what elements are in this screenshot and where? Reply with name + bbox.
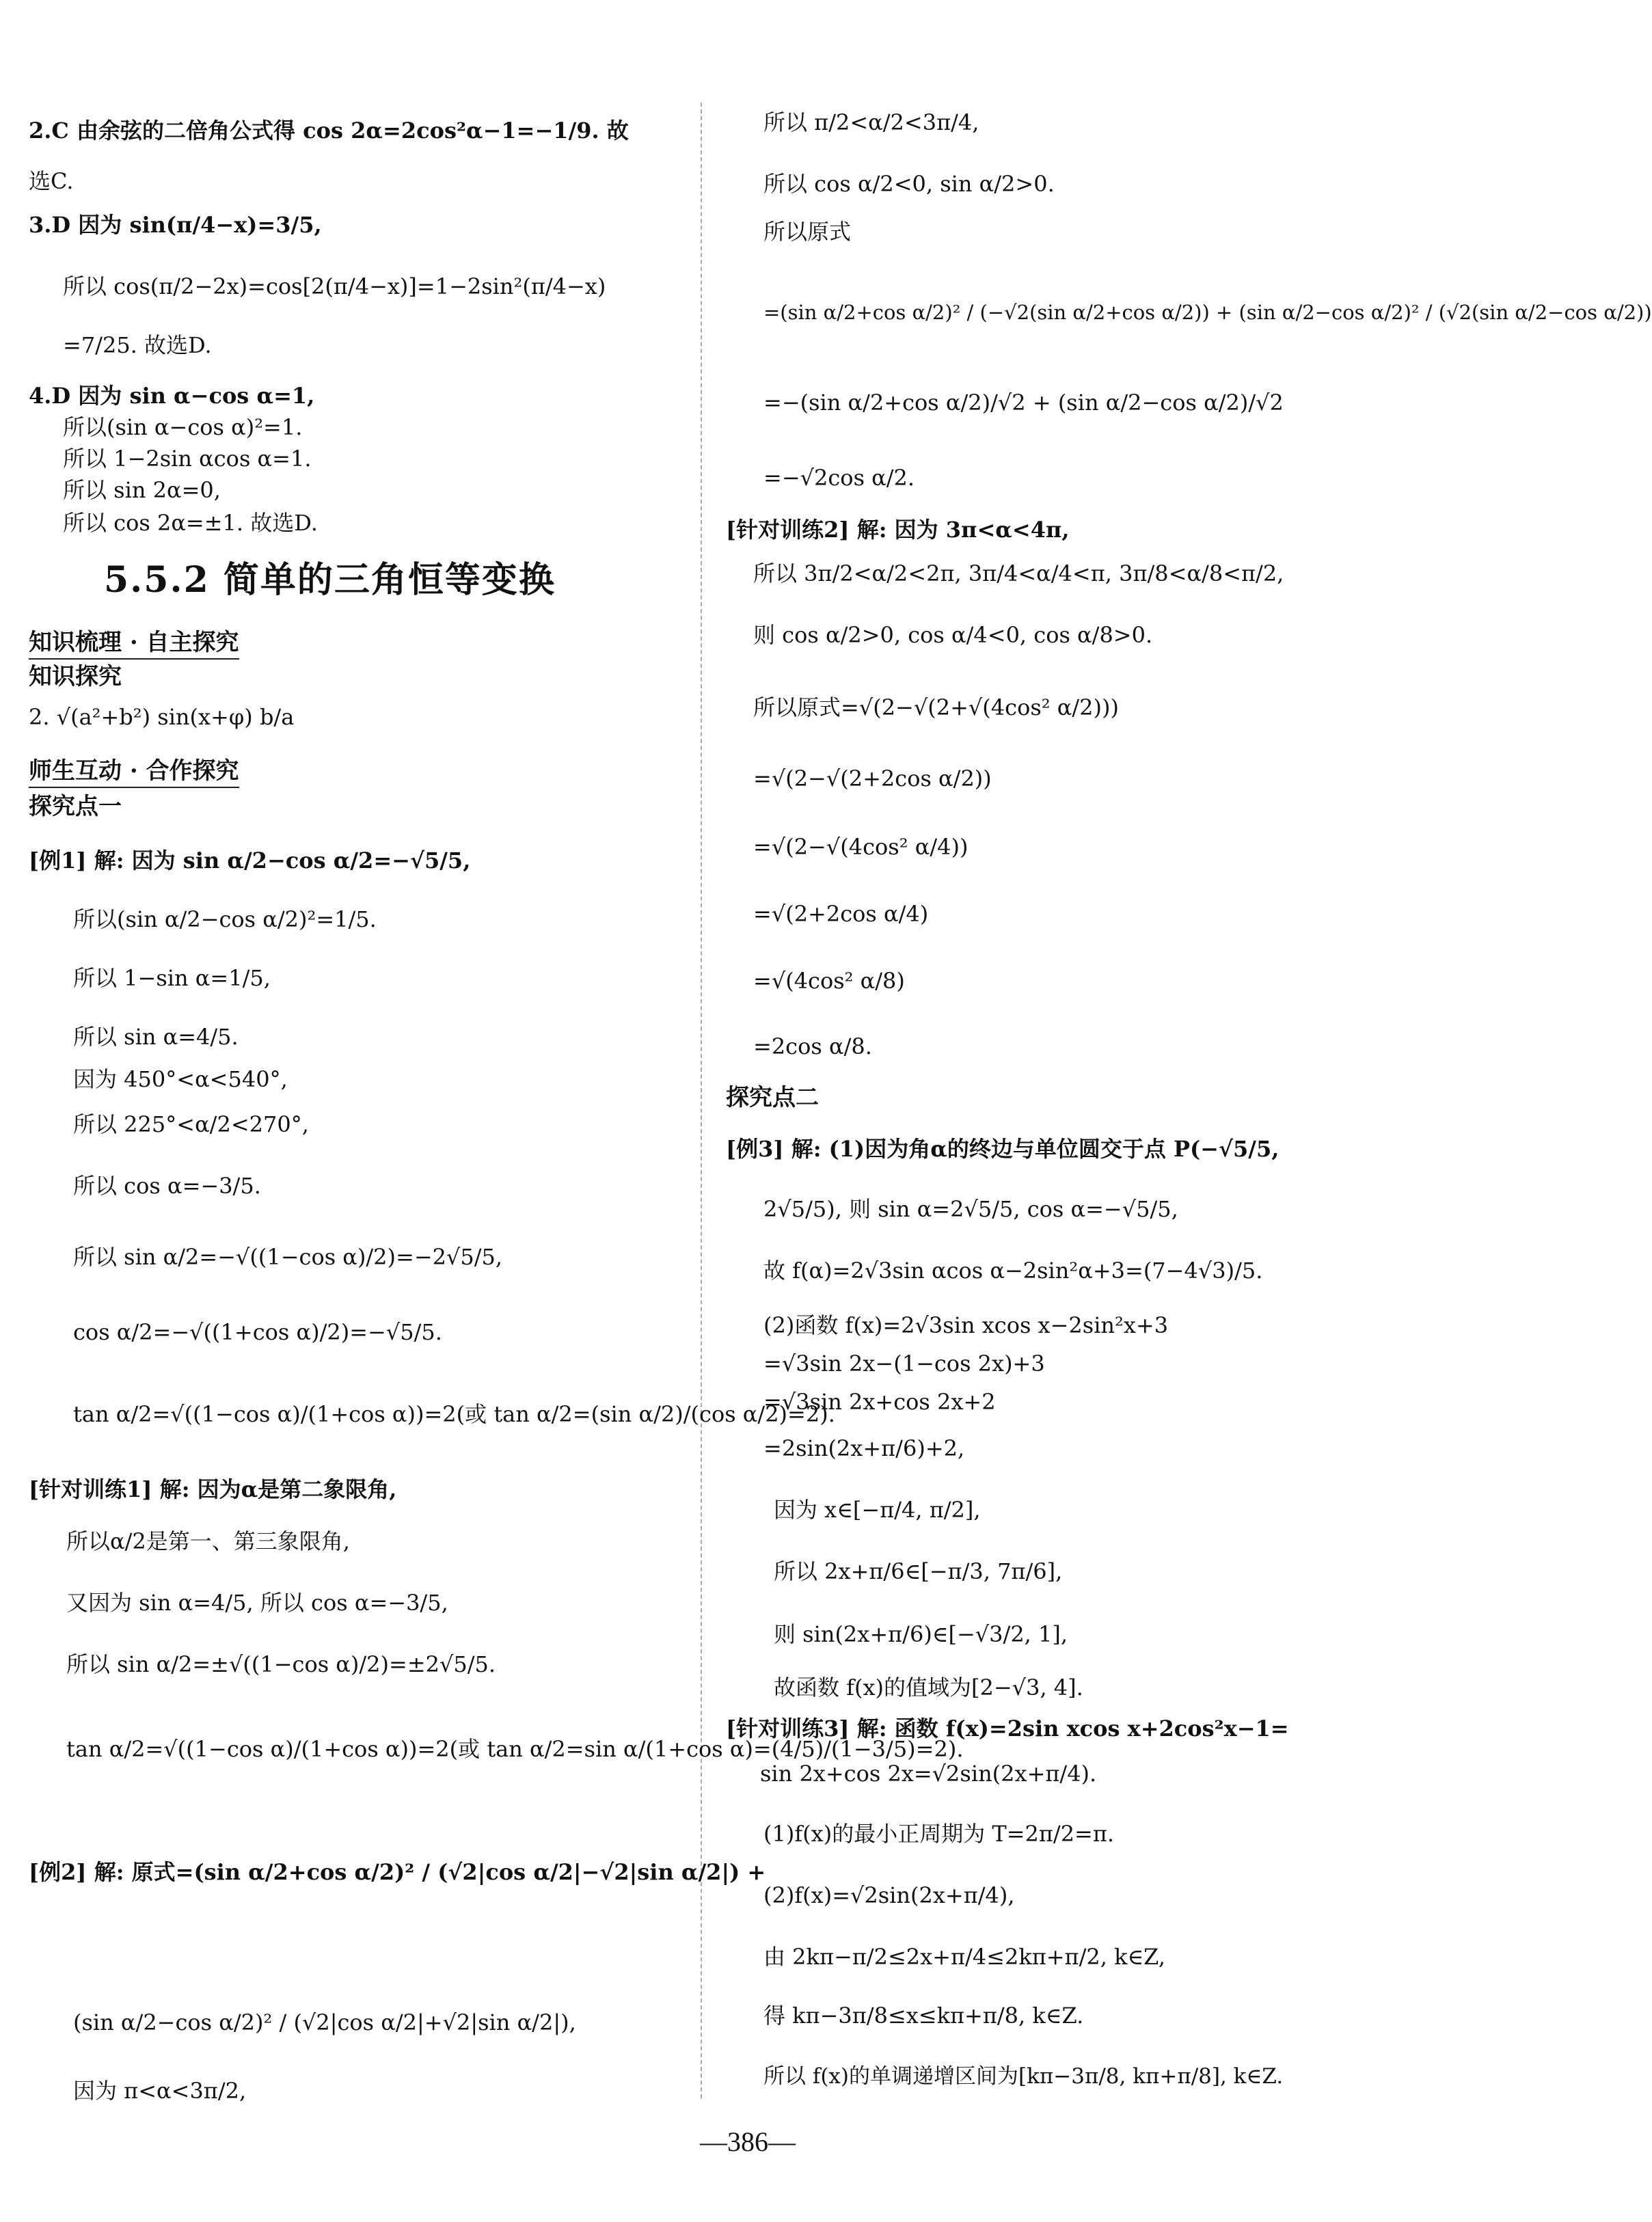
ex1-step2: 所以 1−sin α=1/5,	[73, 965, 271, 991]
drill3-step2: (1)f(x)的最小正周期为 T=2π/2=π.	[763, 1821, 1115, 1847]
ex1-step6: 所以 cos α=−3/5.	[73, 1173, 261, 1199]
example-1: [例1] 解: 因为 sin α/2−cos α/2=−√5/5,	[29, 848, 471, 873]
subheading-point2: 探究点二	[726, 1084, 819, 1111]
drill2-step7: =√(4cos² α/8)	[753, 968, 905, 994]
ex2-cont5: =−(sin α/2+cos α/2)/√2 + (sin α/2−cos α/2)/√2	[763, 390, 1284, 416]
drill1-step2: 又因为 sin α=4/5, 所以 cos α=−3/5,	[66, 1590, 448, 1616]
drill1-step1: 所以α/2是第一、第三象限角,	[66, 1528, 350, 1554]
knowledge-formula: 2. √(a²+b²) sin(x+φ) b/a	[29, 704, 295, 730]
ex3-result: 故函数 f(x)的值域为[2−√3, 4].	[774, 1675, 1083, 1701]
ex3-step9: 则 sin(2x+π/6)∈[−√3/2, 1],	[774, 1621, 1068, 1647]
ex1-step9: tan α/2=√((1−cos α)/(1+cos α))=2(或 tan α/2=(sin α/2)/(cos α/2)=2).	[73, 1401, 835, 1427]
answer-2: 2.C 由余弦的二倍角公式得 cos 2α=2cos²α−1=−1/9. 故	[29, 118, 629, 144]
ex2-cont4: =(sin α/2+cos α/2)² / (−√2(sin α/2+cos α/2)) + (sin α/2−cos α/2)² / (√2(sin α/2−cos α/2))	[763, 301, 1652, 324]
ex3-step6: =2sin(2x+π/6)+2,	[763, 1435, 965, 1461]
drill2-step4: =√(2−√(2+2cos α/2))	[753, 765, 992, 791]
drill-3: [针对训练3] 解: 函数 f(x)=2sin xcos x+2cos²x−1=	[726, 1716, 1289, 1742]
ex3-step4: =√3sin 2x−(1−cos 2x)+3	[763, 1351, 1045, 1377]
example-2: [例2] 解: 原式=(sin α/2+cos α/2)² / (√2|cos α/2|−√2|sin α/2|) +	[29, 1859, 766, 1885]
drill2-result: =2cos α/8.	[753, 1033, 872, 1059]
answer-3: 3.D 因为 sin(π/4−x)=3/5,	[29, 212, 322, 238]
drill2-step1: 所以 3π/2<α/2<2π, 3π/4<α/4<π, 3π/8<α/8<π/2,	[753, 560, 1284, 586]
subheading-point1: 探究点一	[29, 793, 122, 820]
ex1-step8: cos α/2=−√((1+cos α)/2)=−√5/5.	[73, 1319, 442, 1345]
drill3-step5: 得 kπ−3π/8≤x≤kπ+π/8, k∈Z.	[763, 2003, 1084, 2029]
ex1-step5: 所以 225°<α/2<270°,	[73, 1111, 309, 1137]
ex1-step3: 所以 sin α=4/5.	[73, 1024, 239, 1050]
ex1-step1: 所以(sin α/2−cos α/2)²=1/5.	[73, 906, 377, 932]
ex3-step5: =√3sin 2x+cos 2x+2	[763, 1389, 996, 1415]
ex3-step1: 2√5/5), 则 sin α=2√5/5, cos α=−√5/5,	[763, 1196, 1178, 1222]
ex3-step2: 故 f(α)=2√3sin αcos α−2sin²α+3=(7−4√3)/5.	[763, 1258, 1263, 1284]
answer-4-step3: 所以 sin 2α=0,	[63, 477, 221, 503]
drill2-step3: 所以原式=√(2−√(2+√(4cos² α/2)))	[753, 694, 1119, 720]
section-title: 5.5.2 简单的三角恒等变换	[104, 559, 556, 601]
example-3: [例3] 解: (1)因为角α的终边与单位圆交于点 P(−√5/5,	[726, 1136, 1279, 1162]
answer-4-step4: 所以 cos 2α=±1. 故选D.	[63, 510, 318, 536]
answer-3-result: =7/25. 故选D.	[63, 332, 212, 358]
answer-4: 4.D 因为 sin α−cos α=1,	[29, 383, 315, 409]
page-number: —386—	[700, 2126, 796, 2157]
drill2-step6: =√(2+2cos α/4)	[753, 901, 929, 927]
ex2-cont2: 所以 cos α/2<0, sin α/2>0.	[763, 171, 1055, 197]
ex2-result: =−√2cos α/2.	[763, 465, 915, 491]
drill1-step4: tan α/2=√((1−cos α)/(1+cos α))=2(或 tan α/2=sin α/(1+cos α)=(4/5)/(1−3/5)=2).	[66, 1736, 964, 1762]
ex1-step7: 所以 sin α/2=−√((1−cos α)/2)=−2√5/5,	[73, 1244, 503, 1270]
drill-2: [针对训练2] 解: 因为 3π<α<4π,	[726, 517, 1070, 543]
ex3-step7: 因为 x∈[−π/4, π/2],	[774, 1497, 981, 1523]
ex3-step8: 所以 2x+π/6∈[−π/3, 7π/6],	[774, 1558, 1063, 1584]
column-divider	[701, 103, 702, 2098]
drill3-result: 所以 f(x)的单调递增区间为[kπ−3π/8, kπ+π/8], k∈Z.	[763, 2064, 1284, 2089]
drill3-step3: (2)f(x)=√2sin(2x+π/4),	[763, 1882, 1015, 1908]
ex1-step4: 因为 450°<α<540°,	[73, 1066, 288, 1092]
ex2-step2: 因为 π<α<3π/2,	[73, 2078, 247, 2104]
ex2-cont1: 所以 π/2<α/2<3π/4,	[763, 109, 979, 135]
subheading-review: 知识梳理 · 自主探究	[29, 629, 239, 660]
drill3-step4: 由 2kπ−π/2≤2x+π/4≤2kπ+π/2, k∈Z,	[763, 1944, 1165, 1970]
answer-4-step2: 所以 1−2sin αcos α=1.	[63, 446, 312, 472]
ex2-step1: (sin α/2−cos α/2)² / (√2|cos α/2|+√2|sin α/2|),	[73, 2009, 576, 2035]
drill-1: [针对训练1] 解: 因为α是第二象限角,	[29, 1476, 397, 1502]
drill2-step5: =√(2−√(4cos² α/4))	[753, 834, 969, 860]
answer-4-step1: 所以(sin α−cos α)²=1.	[63, 414, 303, 440]
drill3-step1: sin 2x+cos 2x=√2sin(2x+π/4).	[760, 1761, 1097, 1787]
subheading-knowledge: 知识探究	[29, 663, 122, 690]
drill1-step3: 所以 sin α/2=±√((1−cos α)/2)=±2√5/5.	[66, 1651, 496, 1677]
drill2-step2: 则 cos α/2>0, cos α/4<0, cos α/8>0.	[753, 622, 1153, 648]
answer-3-step: 所以 cos(π/2−2x)=cos[2(π/4−x)]=1−2sin²(π/4−x)	[63, 273, 606, 299]
subheading-interaction: 师生互动 · 合作探究	[29, 757, 239, 788]
answer-2-cont: 选C.	[29, 168, 74, 194]
ex2-cont3: 所以原式	[763, 219, 852, 245]
ex3-step3: (2)函数 f(x)=2√3sin xcos x−2sin²x+3	[763, 1312, 1169, 1338]
